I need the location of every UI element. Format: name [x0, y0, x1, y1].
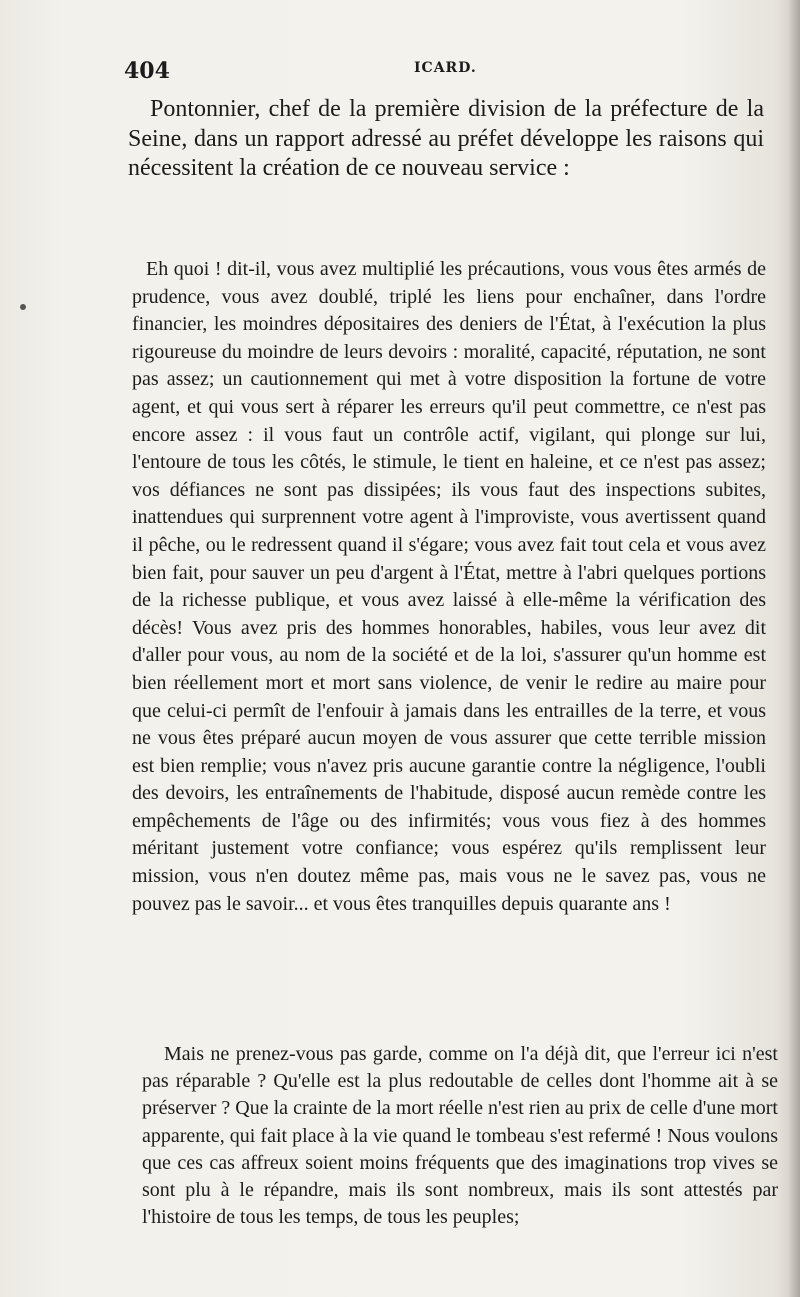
- margin-ink-spot: [20, 304, 26, 310]
- quote-paragraph: Eh quoi ! dit-il, vous avez multiplié les précautions, vous vous êtes armés de prudence, vous avez doublé, triplé les liens pour enchaîner, dans l'ordre financier, les moindres dépositaires des deniers de l'État, à l'exécution la plus rigoureuse du moindre de leurs devoirs : moralité, capacité, réputation, ne sont pas assez; un cautionnement qui met à votre disposition la fortune de votre agent, et qui vous sert à réparer les erreurs qu'il peut commettre, ce n'est pas encore assez : il vous faut un contrôle actif, vigilant, qui plonge sur lui, l'entoure de tous les côtés, le stimule, le tient en haleine, et ce n'est pas assez; vos défiances ne sont pas dissipées; ils vous faut des inspections subites, inattendues qui surprennent votre agent à l'improviste, vous avertissent quand il pêche, ou le redressent quand il s'égare; vous avez fait tout cela et vous avez bien fait, pour sauver un peu d'argent à l'État, mettre à l'abri quelques portions de la richesse publique, et vous avez laissé à elle-même la vérification des décès! Vous avez pris des hommes honorables, habiles, vous leur avez dit d'aller pour vous, au nom de la société et de la loi, s'assurer qu'un homme est bien réellement mort et mort sans violence, de venir le redire au maire pour que celui-ci permît de l'enfouir à jamais dans les entrailles de la terre, et vous ne vous êtes préparé aucun moyen de vous assurer que cette terrible mission est bien remplie; vous n'avez pris aucune garantie contre la négligence, l'oubli des devoirs, les entraînements de l'habitude, disposé aucun remède contre les empêchements de l'âge ou des infirmités; vous vous fiez à des hommes méritant justement votre confiance; vous espérez qu'ils remplissent leur mission, vous n'en doutez même pas, mais vous ne le savez pas, vous ne pouvez pas le savoir... et vous êtes tranquilles depuis quarante ans !: [132, 258, 766, 915]
- running-head: ICARD.: [414, 60, 477, 76]
- page-edge-shadow: [788, 0, 800, 1297]
- closing-paragraph: Mais ne prenez-vous pas garde, comme on l'a déjà dit, que l'erreur ici n'est pas réparable ? Qu'elle est la plus redoutable de celles dont l'homme ait à se préserver ? Que la crainte de la mort réelle n'est rien au prix de celle d'une mort apparente, qui fait place à la vie quand le tombeau s'est refermé ! Nous voulons que ces cas affreux soient moins fréquents que des imaginations trop vives se sont plu à le répandre, mais ils sont nombreux, mais ils sont attestés par l'histoire de tous les temps, de tous les peuples;: [142, 1043, 778, 1229]
- page-number: 404: [124, 58, 170, 84]
- page-header: [124, 58, 760, 88]
- intro-paragraph: Pontonnier, chef de la première division de la préfecture de la Seine, dans un rapport adressé au préfet développe les raisons qui nécessitent la création de ce nouveau service :: [128, 96, 764, 181]
